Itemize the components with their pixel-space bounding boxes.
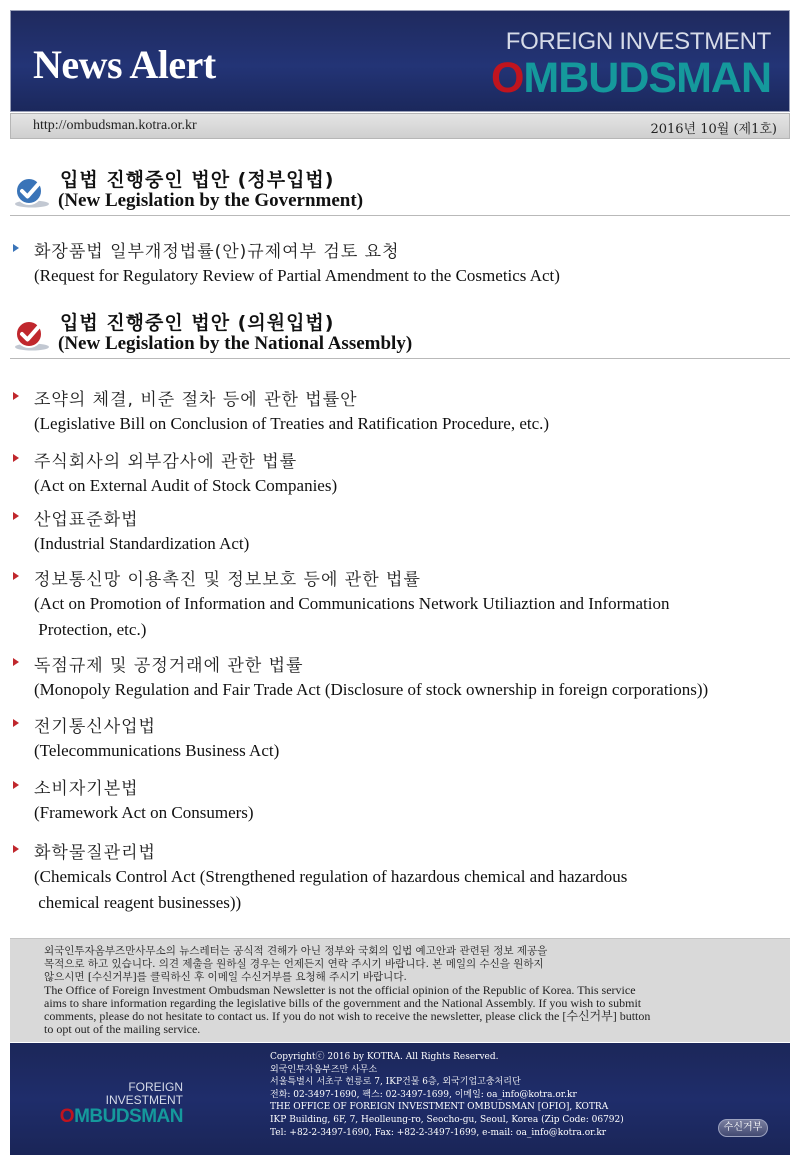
disclaimer-ko-line: 목적으로 하고 있습니다. 의견 제출을 원하실 경우는 언제든지 연락 주시기 바랍니다. 본 메일의 수신을 원하지 — [44, 958, 544, 970]
section-divider — [10, 358, 790, 359]
address-ko: 서울특별시 서초구 헌릉로 7, IKP건물 6층, 외국기업고충처리단 — [270, 1077, 521, 1088]
section-title-ko: 입법 진행중인 법안 (의원입법) — [60, 312, 335, 334]
disclaimer-en-line: comments, please do not hesitate to contact us. If you do not wish to receive the newsletter, please click the [수신거부] button — [44, 1009, 651, 1023]
footer — [10, 1043, 790, 1155]
item-title-en: (Request for Regulatory Review of Partial Amendment to the Cosmetics Act) — [34, 266, 560, 285]
item-title-en: (Legislative Bill on Conclusion of Treaties and Ratification Procedure, etc.) — [34, 414, 550, 433]
disclaimer-en-line: aims to share information regarding the legislative bills of the government and the National Assembly. If you wish to submit — [44, 996, 642, 1010]
footer-logo-word-rest: MBUDSMAN — [74, 1106, 183, 1127]
footer-ombudsman-logo — [48, 1081, 183, 1127]
logo-bottom-text — [489, 55, 771, 101]
triangle-bullet-icon — [13, 512, 19, 520]
site-url-link[interactable]: http://ombudsman.kotra.or.kr — [33, 118, 197, 133]
disclaimer-en-line: The Office of Foreign Investment Ombudsman Newsletter is not the official opinion of the Republic of Korea. This service — [44, 983, 636, 997]
item-title-en: (Industrial Standardization Act) — [34, 534, 250, 553]
triangle-bullet-icon — [13, 572, 19, 580]
triangle-bullet-icon — [13, 719, 19, 727]
section-divider — [10, 215, 790, 216]
section-title-en: (New Legislation by the National Assembly) — [58, 333, 413, 354]
copyright-line: Copyrightⓒ 2016 by KOTRA. All Rights Reserved. — [270, 1052, 499, 1062]
item-title-en: (Framework Act on Consumers) — [34, 803, 254, 822]
item-title-en-line2: Protection, etc.) — [34, 620, 147, 639]
item-title-en — [34, 591, 784, 643]
item-title-en: (Monopoly Regulation and Fair Trade Act (Disclosure of stock ownership in foreign corporations)) — [34, 680, 709, 699]
contact-en: Tel: +82-2-3497-1690, Fax: +82-2-3497-1699, e-mail: oa_info@kotra.or.kr — [270, 1127, 607, 1138]
unsubscribe-button[interactable]: 수신거부 — [718, 1119, 768, 1137]
logo-top-text: FOREIGN INVESTMENT — [505, 28, 771, 55]
item-title-ko: 산업표준화법 — [34, 510, 139, 530]
section-title-ko: 입법 진행중인 법안 (정부입법) — [60, 169, 335, 191]
address-en: IKP Building, 6F, 7, Heolleung-ro, Seocho-gu, Seoul, Korea (Zip Code: 06792) — [270, 1114, 624, 1125]
item-title-ko: 화장품법 일부개정법률(안)규제여부 검토 요청 — [34, 242, 400, 262]
logo-word-rest: MBUDSMAN — [523, 54, 771, 102]
item-title-ko: 소비자기본법 — [34, 779, 139, 799]
item-title-ko: 화학물질관리법 — [34, 843, 156, 863]
triangle-bullet-icon — [13, 454, 19, 462]
item-title-ko: 전기통신사업법 — [34, 717, 156, 737]
item-title-ko: 독점규제 및 공정거래에 관한 법률 — [34, 656, 304, 676]
logo-letter-o: O — [490, 54, 524, 102]
section-title-en: (New Legislation by the Government) — [58, 190, 364, 211]
office-name-ko: 외국인투자옴부즈만 사무소 — [270, 1064, 378, 1075]
office-name-en: THE OFFICE OF FOREIGN INVESTMENT OMBUDSMAN [OFIO], KOTRA — [270, 1102, 609, 1113]
footer-logo-top-text: FOREIGN INVESTMENT — [105, 1080, 183, 1107]
disclaimer-ko-line: 외국인투자옴부즈만사무소의 뉴스레터는 공식적 견해가 아닌 정부와 국회의 입법 예고안과 관련된 정보 제공을 — [44, 945, 548, 957]
item-title-ko: 주식회사의 외부감사에 관한 법률 — [34, 452, 298, 472]
footer-contact-info — [270, 1051, 710, 1139]
header-banner — [10, 10, 790, 112]
footer-logo-bottom-text — [48, 1107, 183, 1127]
item-title-ko: 정보통신망 이용촉진 및 정보보호 등에 관한 법률 — [34, 570, 421, 590]
triangle-bullet-icon — [13, 845, 19, 853]
newsletter-title: News Alert — [33, 42, 216, 87]
disclaimer-en-line: to opt out of the mailing service. — [44, 1022, 201, 1036]
disclaimer-ko-line: 않으시면 [수신거부]를 클릭하신 후 이메일 수신거부를 요청해 주시기 바랍니다. — [44, 971, 407, 983]
item-title-en-line1: (Chemicals Control Act (Strengthened regulation of hazardous chemical and hazardous — [34, 867, 628, 886]
triangle-bullet-icon — [13, 781, 19, 789]
item-title-en: (Act on External Audit of Stock Companies) — [34, 476, 338, 495]
item-title-en-line2: chemical reagent businesses)) — [34, 893, 242, 912]
issue-date: 2016년 10월 (제1호) — [650, 122, 777, 137]
item-title-en: (Telecommunications Business Act) — [34, 741, 280, 760]
disclaimer-box — [10, 938, 790, 1042]
info-strip — [10, 113, 790, 139]
contact-ko: 전화: 02-3497-1690, 팩스: 02-3497-1699, 이메일: oa_info@kotra.or.kr — [270, 1089, 577, 1100]
footer-logo-letter-o: O — [59, 1106, 75, 1127]
blue-check-icon — [12, 175, 52, 209]
item-title-ko: 조약의 체결, 비준 절차 등에 관한 법률안 — [34, 390, 358, 410]
triangle-bullet-icon — [13, 658, 19, 666]
triangle-bullet-icon — [13, 392, 19, 400]
ombudsman-logo — [489, 29, 771, 101]
item-title-en — [34, 864, 784, 916]
red-check-icon — [12, 318, 52, 352]
item-title-en-line1: (Act on Promotion of Information and Communications Network Utiliaztion and Information — [34, 594, 670, 613]
triangle-bullet-icon — [13, 244, 19, 252]
